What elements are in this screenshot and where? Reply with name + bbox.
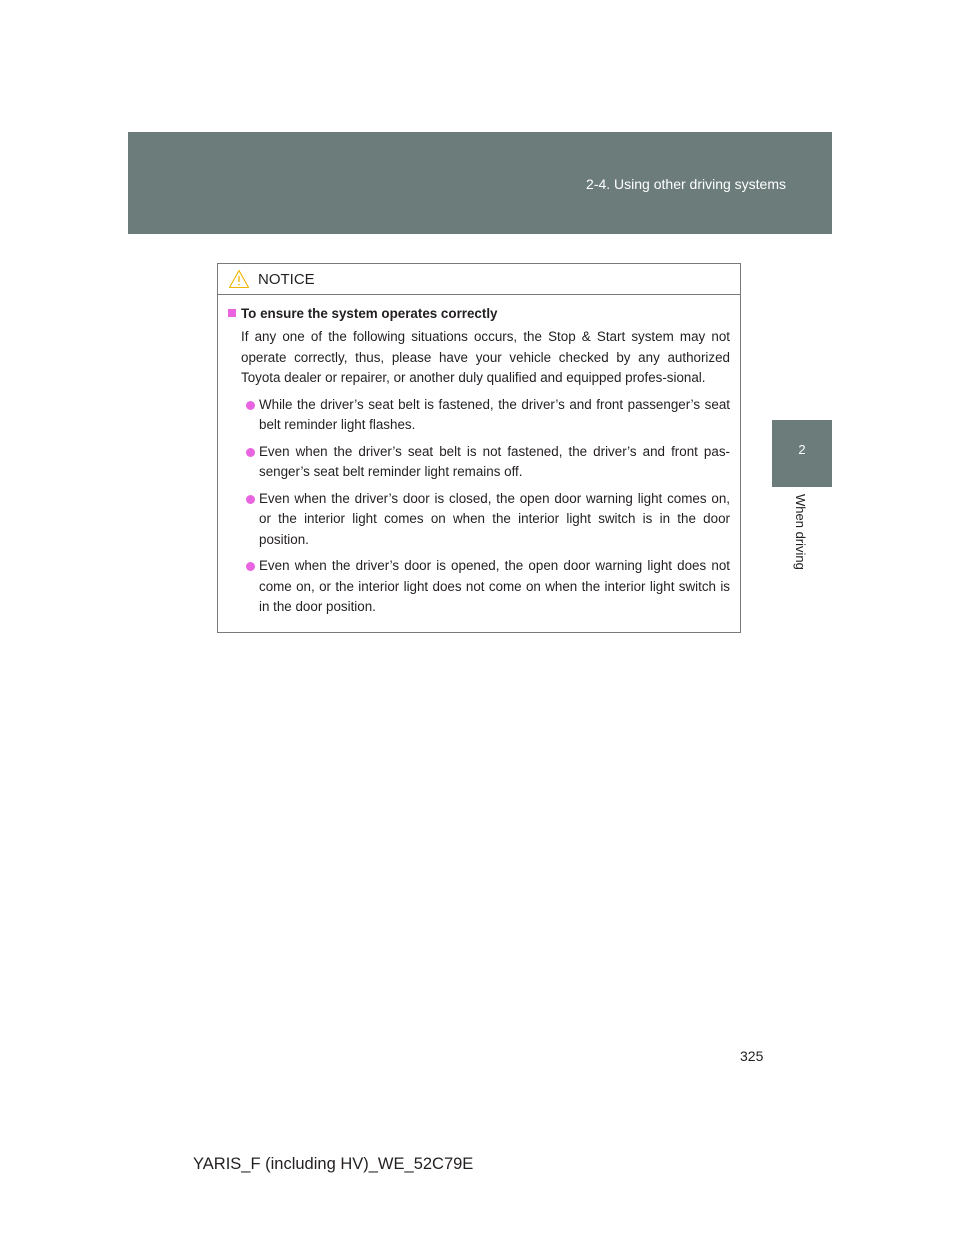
list-item-text: Even when the driver’s door is opened, the open door warning light does not come on, or the interior light does not come on when the interior light switch is in the door position.	[259, 558, 730, 614]
round-bullet-icon	[246, 448, 255, 457]
chapter-number: 2	[798, 442, 806, 457]
notice-intro: If any one of the following situations occurs, the Stop & Start system may not operate correctly, thus, please have your vehicle checked by any authorized Toyota dealer or repairer, or another duly qualified and equipped profes-sional.	[241, 329, 730, 385]
chapter-label: When driving	[793, 494, 808, 570]
notice-label: NOTICE	[258, 271, 315, 288]
round-bullet-icon	[246, 562, 255, 571]
round-bullet-icon	[246, 495, 255, 504]
section-title: 2-4. Using other driving systems	[586, 176, 786, 192]
warning-triangle-icon	[228, 269, 250, 289]
document-code: YARIS_F (including HV)_WE_52C79E	[193, 1155, 474, 1173]
notice-body	[218, 295, 740, 618]
square-bullet-icon	[228, 309, 236, 317]
list-item-text: Even when the driver’s seat belt is not fastened, the driver’s and front pas-senger’s seat belt reminder light remains off.	[259, 443, 730, 479]
list-item-text: Even when the driver’s door is closed, the open door warning light comes on, or the interior light comes on when the interior light switch is in the door position.	[259, 490, 730, 547]
notice-header	[218, 264, 740, 295]
page-number: 325	[740, 1048, 764, 1064]
chapter-tab	[772, 420, 832, 487]
list-item	[259, 395, 730, 436]
list-item	[259, 442, 730, 483]
notice-box	[217, 263, 741, 633]
header-band	[128, 132, 832, 234]
list-item	[259, 489, 730, 551]
list-item	[259, 556, 730, 618]
notice-subheading	[228, 306, 730, 321]
round-bullet-icon	[246, 401, 255, 410]
subheading-text: To ensure the system operates correctly	[241, 306, 498, 321]
list-item-text: While the driver’s seat belt is fastened, the driver’s and front passenger’s seat belt reminder light flashes.	[259, 396, 730, 432]
